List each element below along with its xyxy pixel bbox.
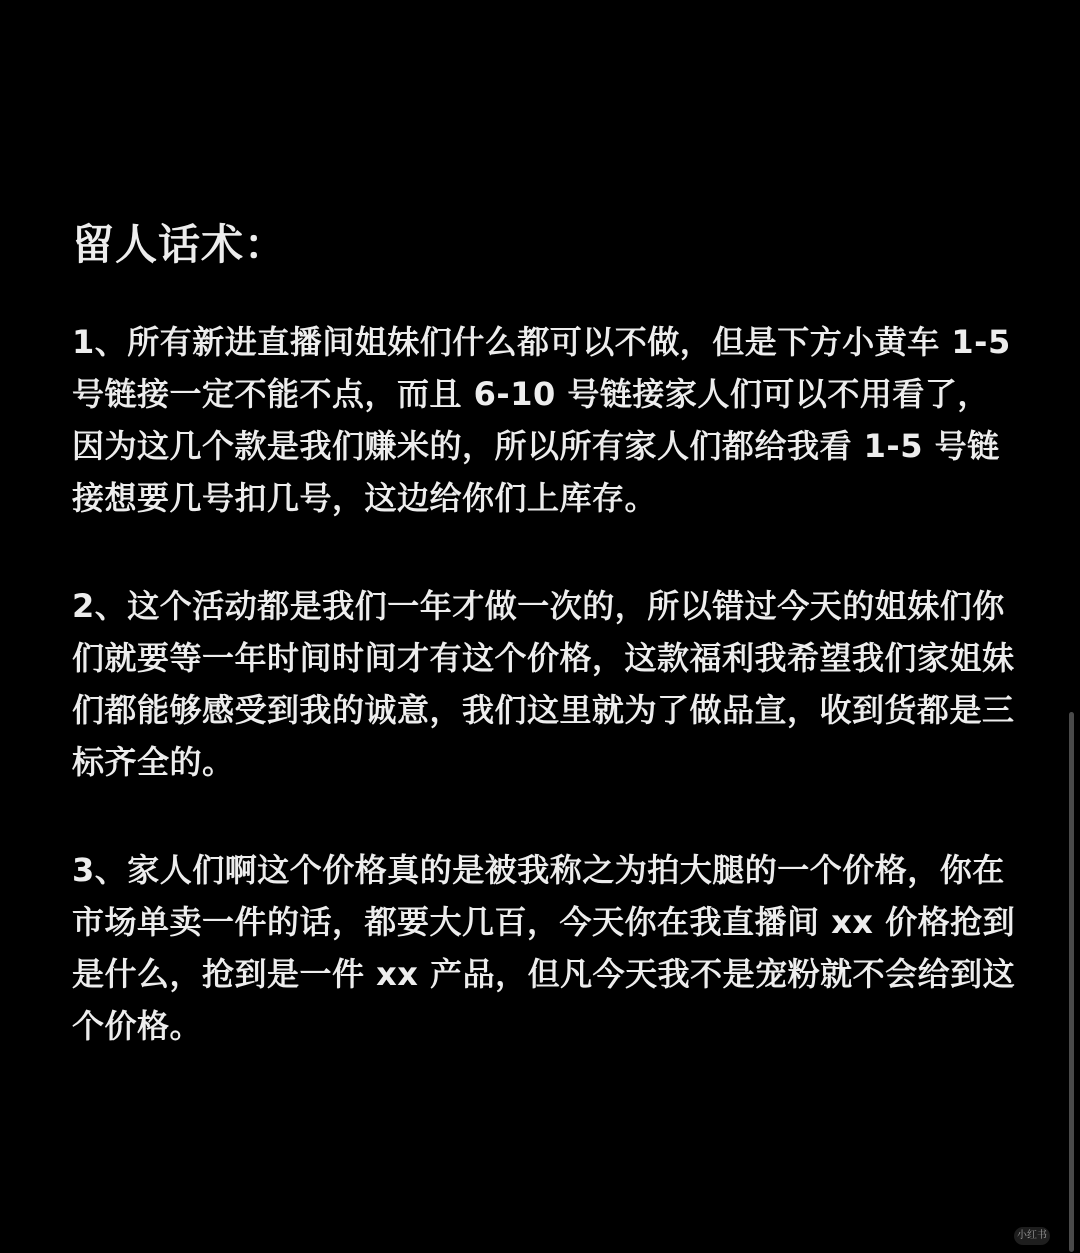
document-title: 留人话术： <box>72 220 288 269</box>
document-content <box>72 214 1017 1108</box>
paragraph-2: 2、这个活动都是我们一年才做一次的，所以错过今天的姐妹们你们就要等一年时间时间才有这个价格，这款福利我希望我们家姐妹们都能够感受到我的诚意，我们这里就为了做品宣，收到货都是三标齐全的。 <box>72 587 1015 781</box>
vertical-scrollbar[interactable] <box>1069 712 1074 1252</box>
paragraph-3: 3、家人们啊这个价格真的是被我称之为拍大腿的一个价格，你在市场单卖一件的话，都要大几百，今天你在我直播间 xx 价格抢到是什么，抢到是一件 xx 产品，但凡今天我不是宠粉就不会给到这个价格。 <box>72 851 1016 1045</box>
watermark-badge: 小红书 <box>1014 1227 1050 1245</box>
paragraph-1: 1、所有新进直播间姐妹们什么都可以不做，但是下方小黄车 1-5 号链接一定不能不点，而且 6-10 号链接家人们可以不用看了，因为这几个款是我们赚米的，所以所有家人们都给我看 1-5 号链接想要几号扣几号，这边给你们上库存。 <box>72 323 1011 517</box>
